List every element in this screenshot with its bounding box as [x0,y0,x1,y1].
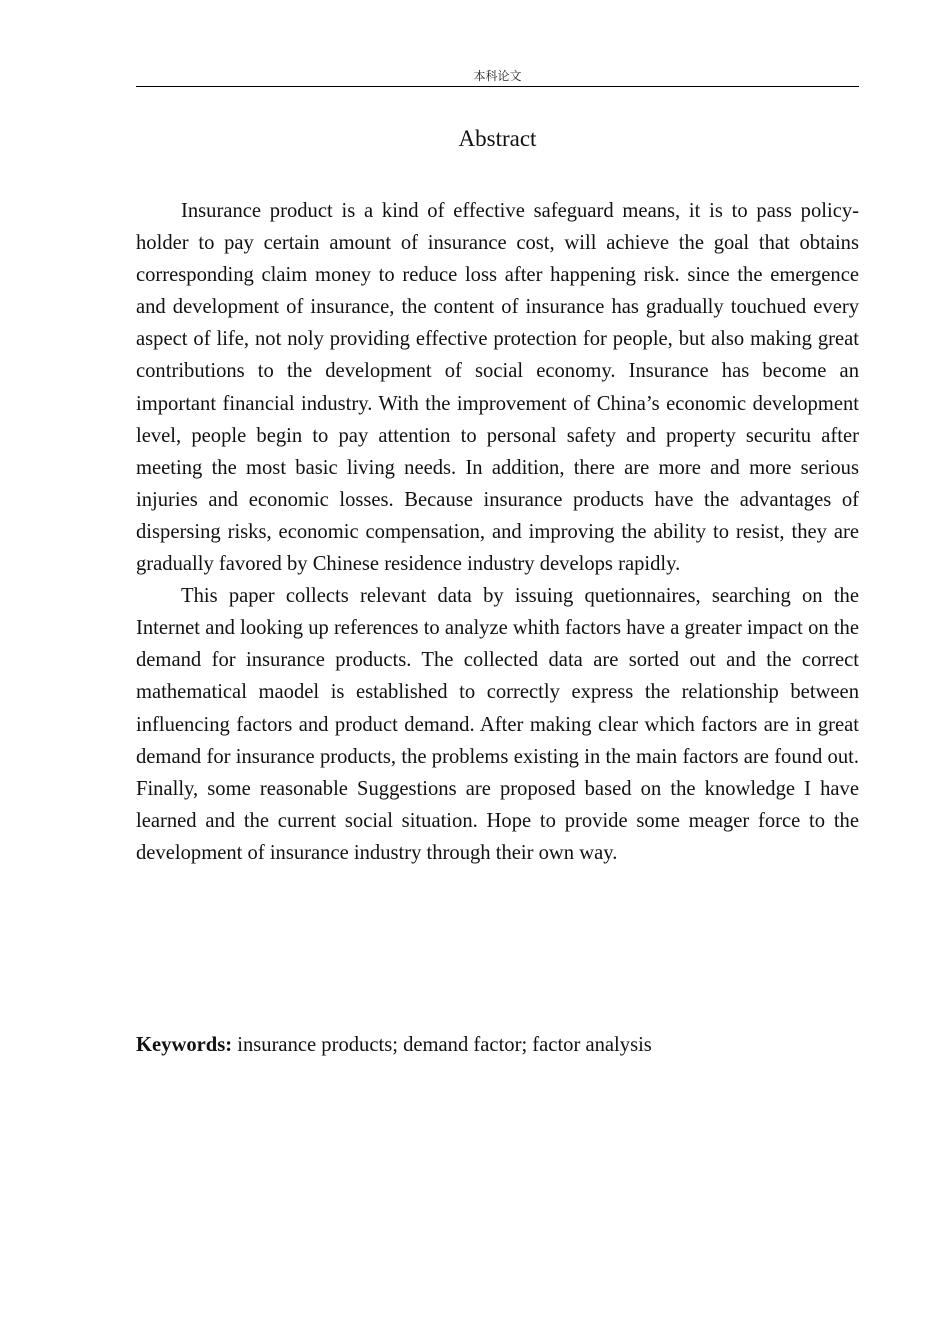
abstract-paragraph-2: This paper collects relevant data by issuing quetionnaires, searching on the Internet and looking up references to analyze whith factors have a greater impact on the demand for insurance products. The collected data are sorted out and the correct mathematical maodel is established to correctly express the relationship between influencing factors and product demand. After making clear which factors are in great demand for insurance products, the problems existing in the main factors are found out. Finally, some reasonable Suggestions are proposed based on the knowledge I have learned and the current social situation. Hope to provide some meager force to the development of insurance industry through their own way. [136,585,859,864]
running-header-title: 本科论文 [473,69,522,83]
abstract-title: Abstract [458,126,537,151]
abstract-body [136,195,859,869]
keywords-label: Keywords: [136,1034,233,1056]
keywords-line [136,1029,859,1061]
keywords-text: insurance products; demand factor; factor analysis [232,1034,652,1056]
running-header [136,66,859,87]
abstract-paragraph-1: Insurance product is a kind of effective safeguard means, it is to pass policy-holder to pay certain amount of insurance cost, will achieve the goal that obtains corresponding claim money to reduce loss after happening risk. since the emergence and development of insurance, the content of insurance has gradually touchued every aspect of life, not noly providing effective protection for people, but also making great contributions to the development of social economy. Insurance has become an important financial industry. With the improvement of China’s economic development level, people begin to pay attention to personal safety and property securitu after meeting the most basic living needs. In addition, there are more and more serious injuries and economic losses. Because insurance products have the advantages of dispersing risks, economic compensation, and improving the ability to resist, they are gradually favored by Chinese residence industry develops rapidly. [136,200,859,576]
